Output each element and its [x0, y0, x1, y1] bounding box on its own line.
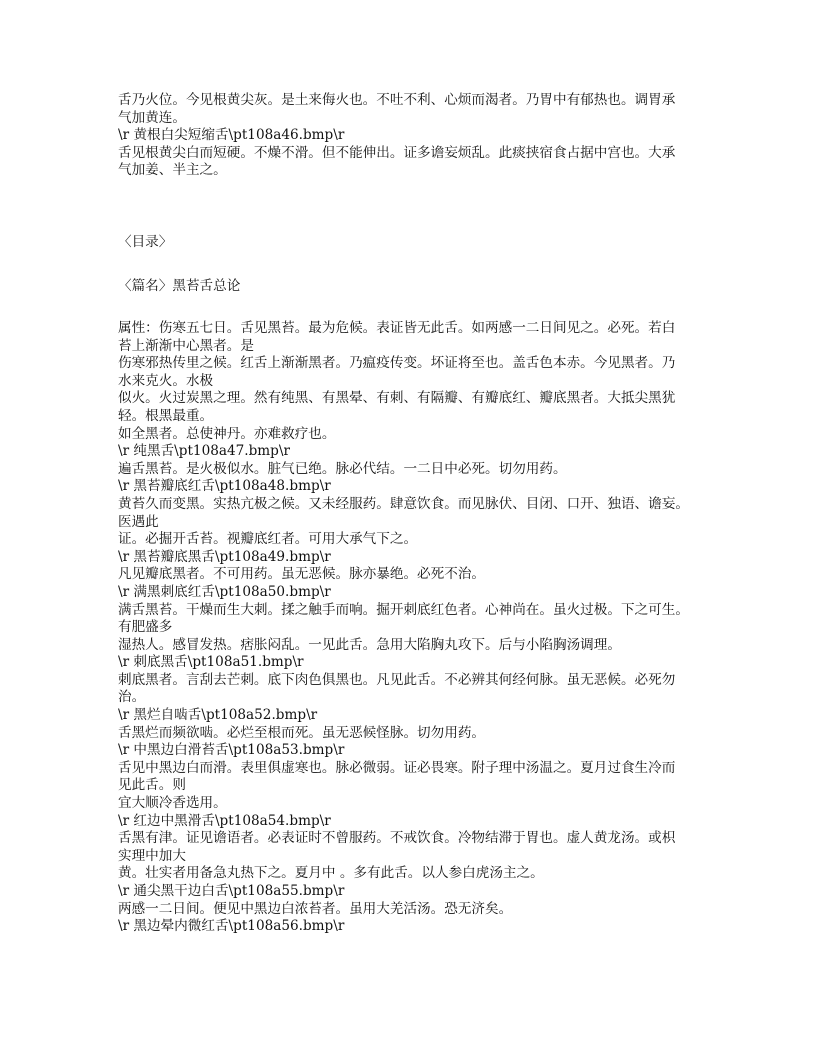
text-line: 似火。火过炭黑之理。然有纯黑、有黑晕、有刺、有隔瓣、有瓣底红、瓣底黑者。大抵尖黑犹	[118, 390, 676, 407]
text-line: 水来克火。水极	[118, 372, 214, 389]
text-line: \r 黑边晕内微红舌\pt108a56.bmp\r	[118, 918, 345, 935]
text-line: \r 黄根白尖短缩舌\pt108a46.bmp\r	[118, 127, 345, 144]
text-line: \r 黑苔瓣底红舌\pt108a48.bmp\r	[118, 478, 331, 495]
text-line: 属性：伤寒五七日。舌见黑苔。最为危候。表证皆无此舌。如两感一二日间见之。必死。若白	[118, 320, 676, 336]
text-line: 舌黑烂而频欲啮。必烂至根而死。虽无恶候怪脉。切勿用药。	[118, 724, 486, 741]
text-line: \r 黑苔瓣底黑舌\pt108a49.bmp\r	[118, 548, 331, 565]
text-line: 如全黑者。总使神丹。亦难救疗也。	[118, 425, 336, 442]
text-line: \r 通尖黑干边白舌\pt108a55.bmp\r	[118, 883, 345, 899]
text-line: 医遇此	[118, 513, 159, 530]
text-line: 伤寒邪热传里之候。红舌上渐渐黑者。乃瘟疫传变。坏证将至也。盖舌色本赤。今见黑者。乃	[118, 355, 676, 372]
text-line: 实理中加大	[118, 847, 186, 864]
text-line: 黄。壮实者用备急丸热下之。夏月中 。多有此舌。以人参白虎汤主之。	[118, 865, 544, 882]
toc-label: 〈目录〉	[118, 234, 173, 250]
text-line: 气加姜、半主之。	[118, 162, 227, 179]
text-line: 有肥盛多	[118, 619, 173, 636]
text-line: \r 刺底黑舌\pt108a51.bmp\r	[118, 654, 304, 671]
text-line: 舌乃火位。今见根黄尖灰。是土来侮火也。不吐不利、心烦而渴者。乃胃中有郁热也。调胃承	[118, 92, 676, 108]
text-line: \r 红边中黑滑舌\pt108a54.bmp\r	[118, 812, 331, 829]
text-line: 湿热人。感冒发热。痞胀闷乱。一见此舌。急用大陷胸丸攻下。后与小陷胸汤调理。	[118, 636, 621, 653]
text-line: 见此舌。则	[118, 777, 186, 794]
text-line: 宜大顺冷香选用。	[118, 795, 227, 812]
text-line: \r 满黑刺底红舌\pt108a50.bmp\r	[118, 583, 331, 600]
text-line: 刺底黑者。言刮去芒刺。底下肉色俱黑也。凡见此舌。不必辨其何经何脉。虽无恶候。必死勿	[118, 671, 676, 688]
top-paragraph-block	[118, 92, 718, 180]
text-line: 证。必掘开舌苔。视瓣底红者。可用大承气下之。	[118, 531, 418, 548]
text-line: 轻。根黑最重。	[118, 407, 214, 424]
body-text-block	[118, 320, 718, 936]
text-line: 满舌黑苔。干燥而生大刺。揉之触手而响。掘开刺底红色者。心神尚在。虽火过极。下之可生。	[118, 601, 689, 618]
text-line: \r 中黑边白滑苔舌\pt108a53.bmp\r	[118, 742, 345, 759]
text-line: 两感一二日间。便见中黑边白浓苔者。虽用大羌活汤。恐无济矣。	[118, 900, 513, 917]
text-line: 遍舌黑苔。是火极似水。脏气已绝。脉必代结。一二日中必死。切勿用药。	[118, 460, 567, 477]
text-line: \r 纯黑舌\pt108a47.bmp\r	[118, 443, 290, 460]
text-line: 苔上渐渐中心黑者。是	[118, 337, 254, 354]
text-line: 舌见根黄尖白而短硬。不燥不滑。但不能伸出。证多谵妄烦乱。此痰挟宿食占据中宫也。大承	[118, 144, 676, 161]
text-line: 黄苔久而变黑。实热亢极之候。又未经服药。肆意饮食。而见脉伏、目闭、口开、独语、谵妄。	[118, 495, 689, 512]
text-line: 舌黑有津。证见谵语者。必表证时不曾服药。不戒饮食。冷物结滞于胃也。虚人黄龙汤。或枳	[118, 830, 676, 847]
text-line: \r 黑烂自啮舌\pt108a52.bmp\r	[118, 707, 318, 724]
chapter-title: 〈篇名〉黑苔舌总论	[118, 278, 241, 294]
text-line: 舌见中黑边白而滑。表里俱虚寒也。脉必微弱。证必畏寒。附子理中汤温之。夏月过食生冷而	[118, 759, 676, 776]
text-line: 凡见瓣底黑者。不可用药。虽无恶候。脉亦暴绝。必死不治。	[118, 566, 486, 583]
text-line: 治。	[118, 689, 146, 706]
text-line: 气加黄连。	[118, 109, 186, 126]
